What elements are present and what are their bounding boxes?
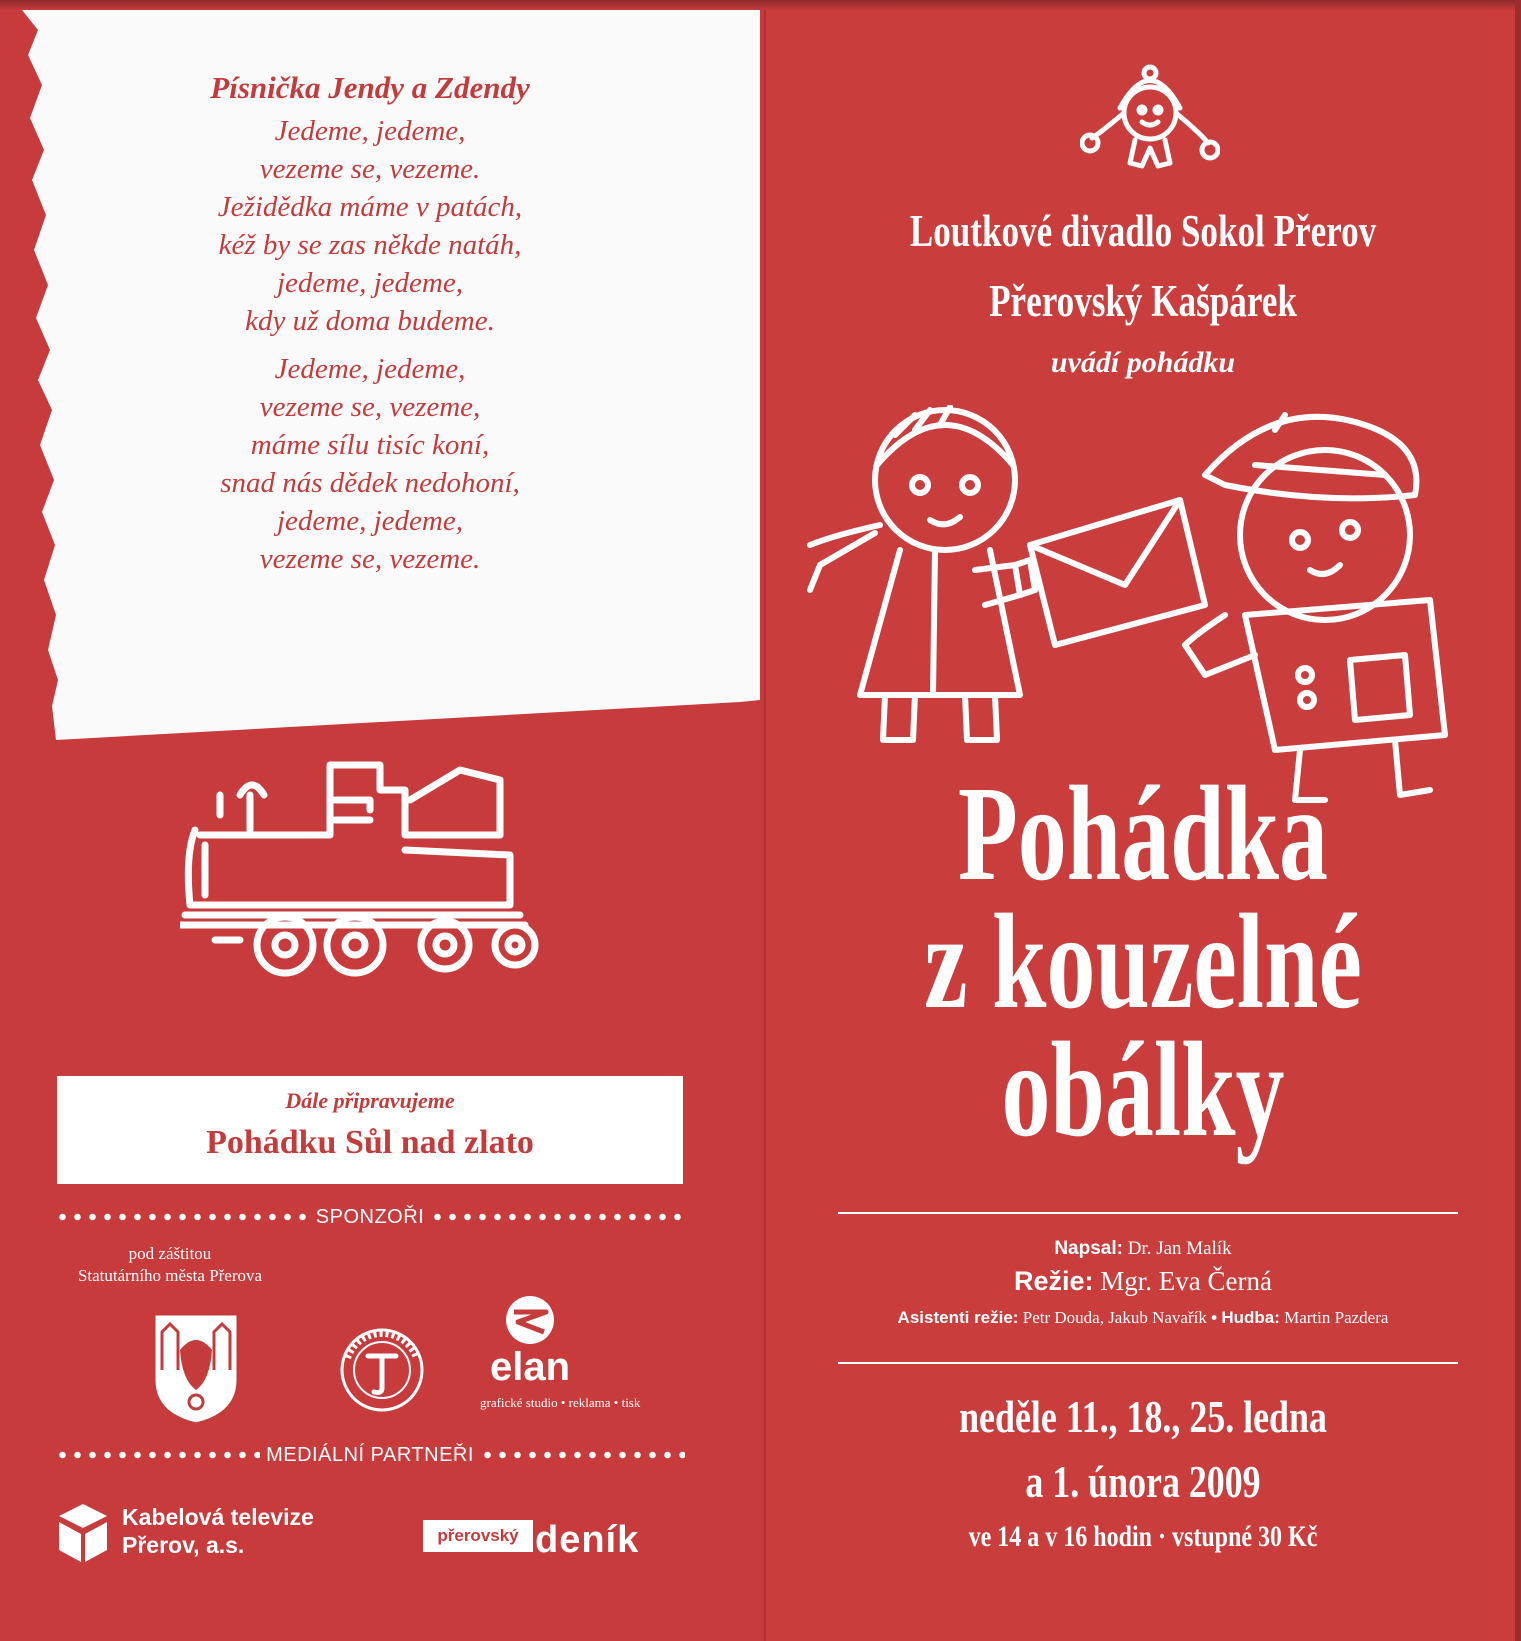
song-line: snad nás dědek nedohoní, [220,467,520,499]
kasparek-puppet-icon [1080,58,1220,178]
assistants-names: Petr Douda, Jakub Navařík [1022,1308,1207,1327]
ensemble-name: Přerovský Kašpárek [989,276,1297,326]
kabel-line: Kabelová televize [122,1504,314,1530]
elan-logo-icon [470,1290,590,1390]
rule-bottom [838,1362,1458,1364]
author-name: Dr. Jan Malík [1127,1238,1232,1259]
song-title: Písnička Jendy a Zdendy [210,70,530,105]
sponsors-divider [55,1202,685,1232]
cube-icon [55,1500,111,1566]
dotted-rule [55,1450,260,1460]
song-line: Ježidědka máme v patách, [217,191,523,223]
song-line: vezeme se, vezeme. [259,543,481,575]
music-label: Hudba: [1221,1308,1280,1327]
title-line: z kouzelné [924,887,1362,1037]
theatre-name: Loutkové divadlo Sokol Přerov [909,206,1377,256]
song-line: vezeme se, vezeme, [259,391,481,423]
music-name: Martin Pazdera [1284,1308,1389,1327]
song-line: jedeme, jedeme, [277,505,463,537]
separator-dot: • [1211,1308,1218,1327]
song-line: Jedeme, jedeme, [274,353,466,385]
song-stanza-2 [80,350,660,578]
media-heading: MEDIÁLNÍ PARTNEŘI [266,1443,474,1466]
song-line: kéž by se zas někde natáh, [218,229,522,261]
song-line: Jedeme, jedeme, [274,115,466,147]
train-illustration [180,755,560,1025]
director-label: Režie: [1014,1266,1094,1296]
assistants-line [765,1308,1521,1328]
dates-line-2: a 1. února 2009 [1025,1456,1261,1507]
upcoming-box [57,1076,683,1184]
city-coat-of-arms-icon [150,1310,242,1428]
show-title [871,759,1415,1165]
assistants-label: Asistenti režie: [897,1308,1019,1327]
right-edge [1515,0,1521,1641]
song-line: vezeme se, vezeme. [259,153,481,185]
patronage-text [55,1243,285,1287]
showtimes-price: ve 14 a v 16 hodin · vstupné 30 Kč [968,1520,1318,1553]
dotted-rule [55,1212,310,1222]
song-stanza-1 [80,112,660,340]
elan-subtitle: grafické studio • reklama • tisk [480,1395,641,1410]
dotted-rule [480,1450,685,1460]
author-label: Napsal: [1054,1238,1123,1259]
song-line: máme sílu tisíc koní, [250,429,490,461]
dates-line-1: neděle 11., 18., 25. ledna [959,1391,1327,1442]
sponsors-heading: SPONZOŘI [315,1205,425,1228]
rule-top [838,1212,1458,1214]
media-divider [55,1440,685,1470]
kabel-line: Přerov, a.s. [122,1532,245,1558]
denik-right: deník [535,1519,640,1561]
upcoming-label: Dále připravujeme [285,1088,455,1113]
title-line: obálky [1001,1015,1285,1165]
patronage-line: Statutárního města Přerova [77,1266,263,1285]
song-line: jedeme, jedeme, [277,267,463,299]
title-line: Pohádka [957,759,1329,909]
denik-logo [423,1520,683,1560]
dotted-rule [430,1212,685,1222]
song-line: kdy už doma budeme. [245,305,495,337]
song [80,70,660,588]
denik-left: přerovský [423,1520,533,1552]
director-name: Mgr. Eva Černá [1100,1266,1272,1296]
children-with-envelope-illustration [805,405,1485,815]
presents-text: uvádí pohádku [1050,346,1236,379]
upcoming-title: Pohádku Sůl nad zlato [206,1124,534,1161]
bakery-logo-icon [330,1318,434,1422]
elan-name: elan [489,1345,571,1389]
director-line [765,1266,1521,1297]
kabel-tv-name [122,1503,314,1559]
patronage-line: pod záštitou [128,1244,212,1263]
author-line [765,1238,1521,1260]
